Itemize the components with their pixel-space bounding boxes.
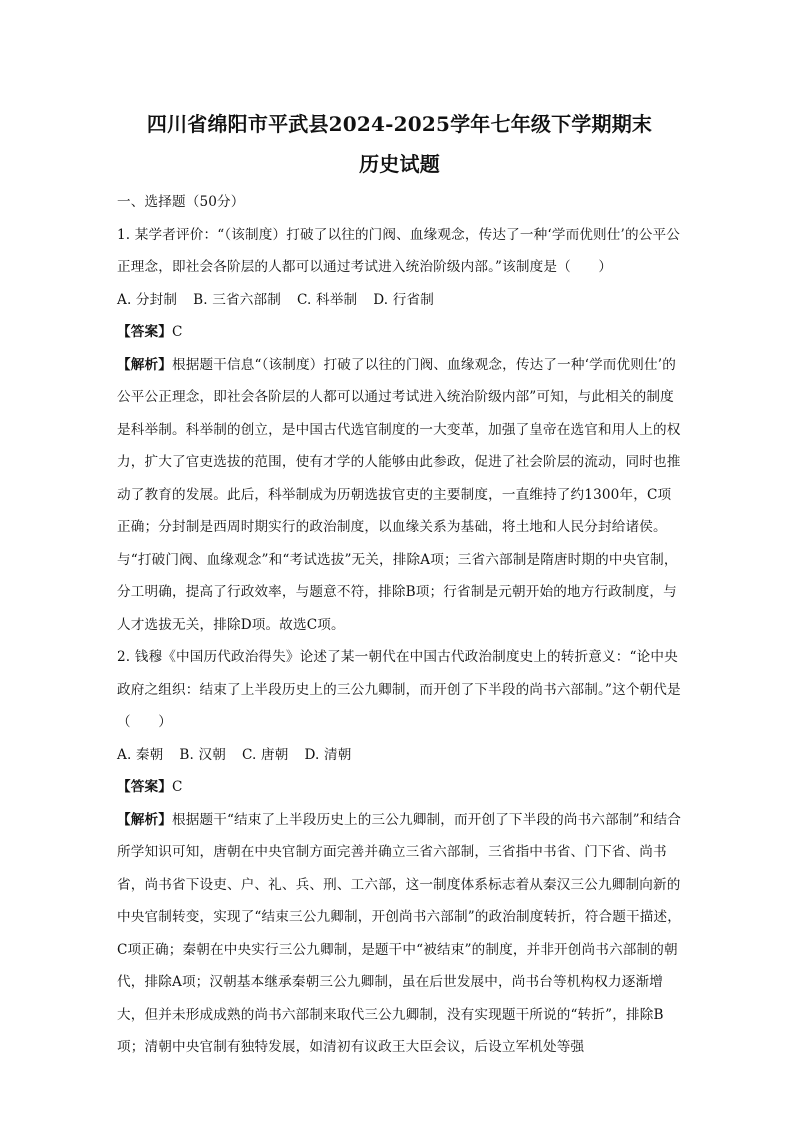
analysis-text: 根据题干“结束了上半段历史上的三公九卿制，而开创了下半段的尚书六部制”和结合所学知识可知，唐朝在中央官制方面完善并确立三省六部制，三省指中书省、门下省、尚书省，尚书省下设吏、户、礼、兵、刑、工六部，这一制度体系标志着从秦汉三公九卿制向新的中央官制转变，实现了“结束三公九卿制，开创尚书六部制”的政治制度转折，符合题干描述，C项正确；秦朝在中央实行三公九卿制，是题干中“被结束”的制度，并非开创尚书六部制的朝代，排除A项；汉朝基本继承秦朝三公九卿制，虽在后世发展中，尚书台等机构权力逐渐增大，但并未形成成熟的尚书六部制来取代三公九卿制，没有实现题干所说的“转折”，排除B项；清朝中央官制有独特发展，如清初有议政王大臣会议，后设立军机处等强 bbox=[117, 811, 681, 1055]
analysis-text: 根据题干信息“（该制度）打破了以往的门阀、血缘观念，传达了一种‘学而优则仕’的公平公正理念，即社会各阶层的人都可以通过考试进入统治阶级内部”可知，与此相关的制度是科举制。科举制的创立，是中国古代选官制度的一大变革，加强了皇帝在选官和用人上的权力，扩大了官吏选拔的范围，使有才学的人能够由此参政，促进了社会阶层的流动，同时也推动了教育的发展。此后，科举制成为历朝选拔官吏的主要制度，一直维持了约1300年，C项正确；分封制是西周时期实行的政治制度，以血缘关系为基础，将土地和人民分封给诸侯。与“打破门阀、血缘观念”和“考试选拔”无关，排除A项；三省六部制是隋唐时期的中央官制，分工明确，提高了行政效率，与题意不符，排除B项；行省制是元朝开始的地方行政制度，与人才选拔无关，排除D项。故选C项。 bbox=[117, 356, 681, 633]
question-1-option-c: C. 科举制 bbox=[296, 291, 358, 308]
document-title: 四川省绵阳市平武县2024-2025学年七年级下学期期末 bbox=[146, 112, 653, 136]
document-subtitle: 历史试题 bbox=[359, 152, 440, 176]
question-1-option-d: D. 行省制 bbox=[373, 291, 434, 308]
answer-label: 【答案】 bbox=[117, 324, 172, 340]
answer-label: 【答案】 bbox=[117, 779, 172, 795]
question-1 bbox=[117, 219, 682, 642]
question-2-option-c: C. 唐朝 bbox=[241, 746, 289, 763]
analysis-label: 【解析】 bbox=[117, 811, 172, 828]
question-2-stem: 2. 钱穆《中国历代政治得失》论述了某一朝代在中国古代政治制度史上的转折意义：“论中央政府之组织：结束了上半段历史上的三公九卿制，而开创了下半段的尚书六部制。”这个朝代是（ ） bbox=[117, 649, 681, 730]
question-1-analysis bbox=[117, 349, 682, 642]
question-1-stem: 1. 某学者评价：“（该制度）打破了以往的门阀、血缘观念，传达了一种‘学而优则仕’的公平公正理念，即社会各阶层的人都可以通过考试进入统治阶级内部。”该制度是（ ） bbox=[117, 226, 680, 275]
question-2-options bbox=[117, 739, 682, 772]
question-2-option-d: D. 清朝 bbox=[304, 746, 352, 763]
analysis-label: 【解析】 bbox=[117, 356, 172, 373]
question-1-options bbox=[117, 284, 682, 317]
section-heading: 一、选择题（50分） bbox=[117, 194, 245, 210]
question-2 bbox=[117, 641, 682, 1064]
question-2-option-b: B. 汉朝 bbox=[179, 746, 226, 763]
question-1-answer bbox=[117, 316, 682, 349]
question-2-option-a: A. 秦朝 bbox=[117, 746, 164, 763]
answer-value: C bbox=[171, 779, 183, 795]
question-1-option-a: A. 分封制 bbox=[117, 291, 178, 308]
question-1-option-b: B. 三省六部制 bbox=[193, 291, 281, 308]
question-2-analysis bbox=[117, 804, 682, 1064]
answer-value: C bbox=[171, 324, 183, 340]
question-2-answer bbox=[117, 771, 682, 804]
